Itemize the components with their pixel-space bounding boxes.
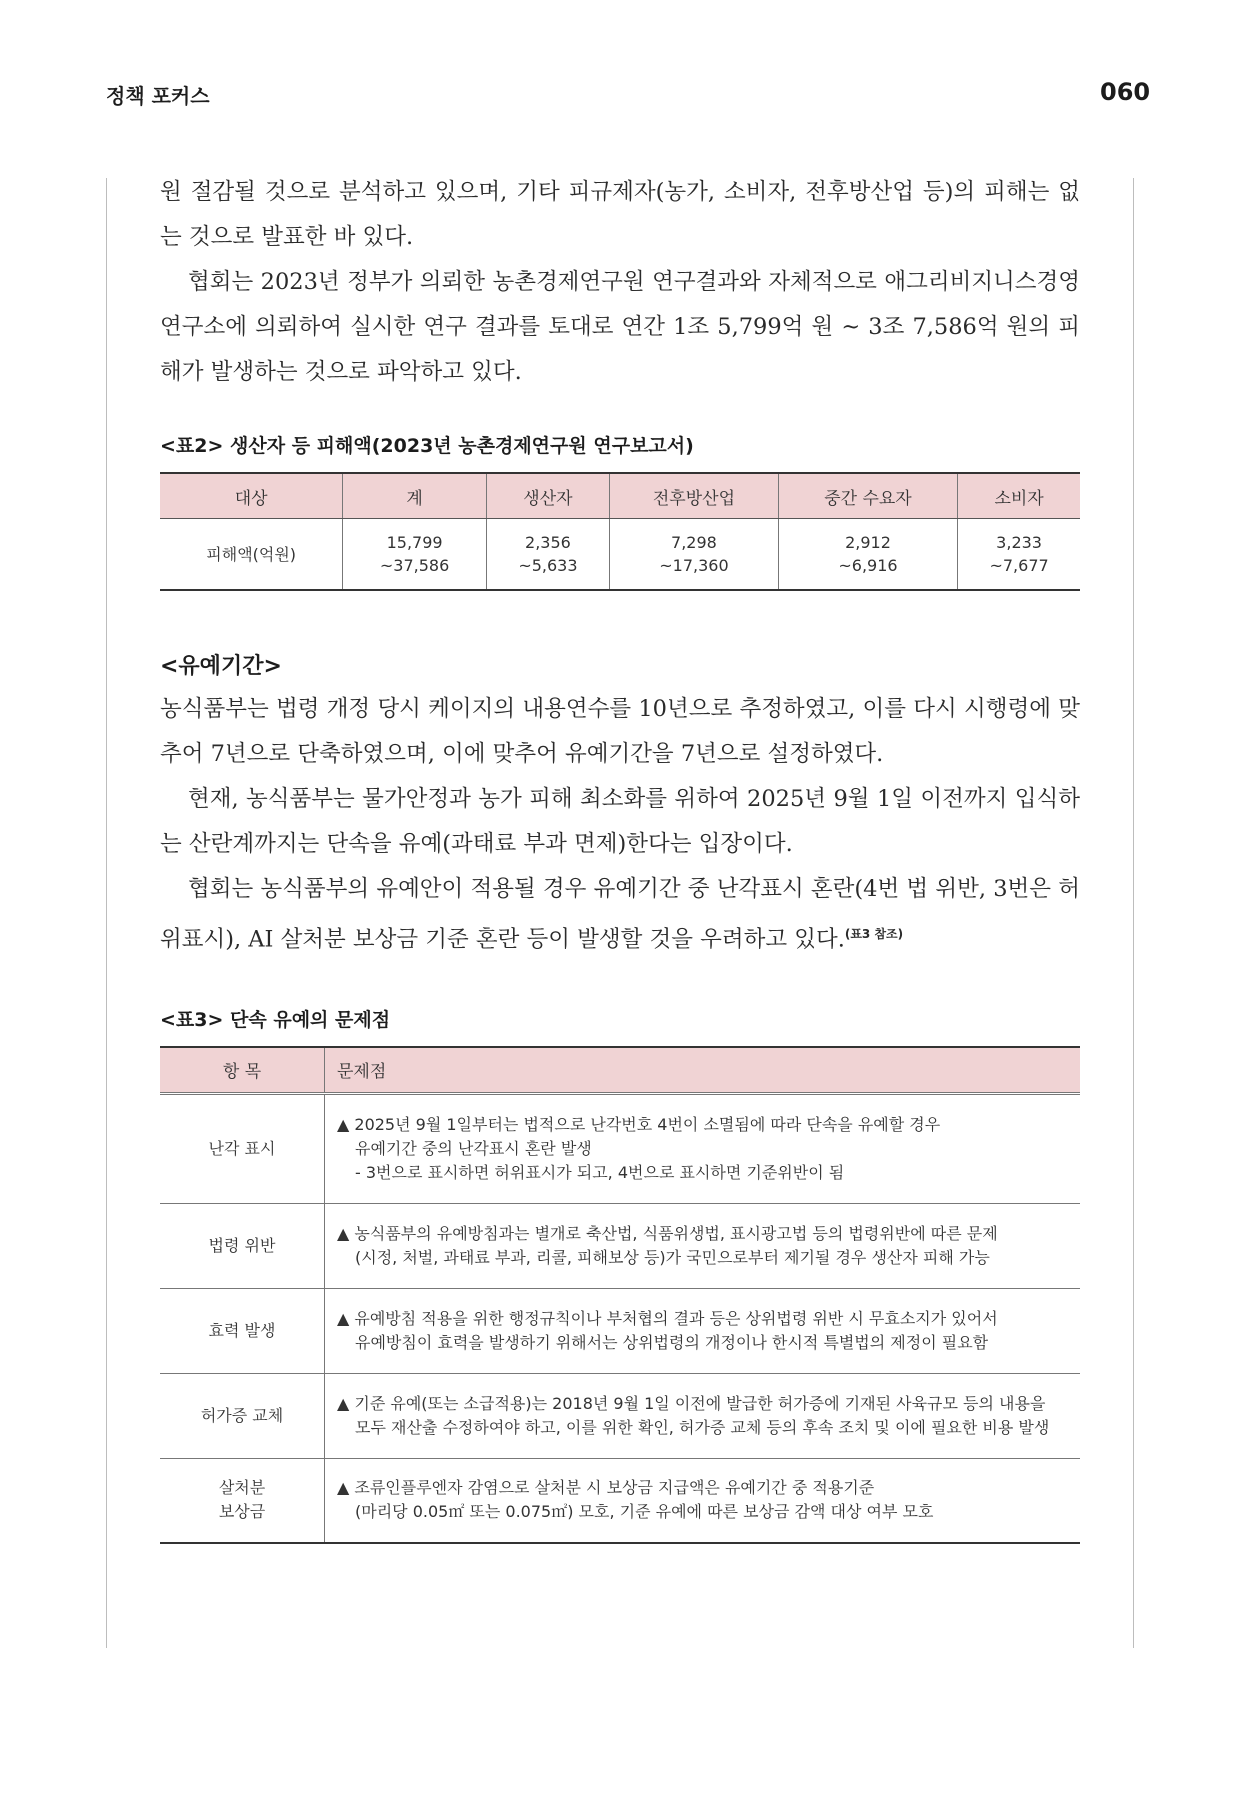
table-row xyxy=(160,519,1080,591)
paragraph: 현재, 농식품부는 물가안정과 농가 피해 최소화를 위하여 2025년 9월 1일 이전까지 입식하는 산란계까지는 단속을 유예(과태료 부과 면제)한다는 입장이다. xyxy=(160,786,1080,857)
paragraph: 협회는 농식품부의 유예안이 적용될 경우 유예기간 중 난각표시 혼란(4번 법 위반, 3번은 허위표시), AI 살처분 보상금 기준 혼란 등이 발생할 것을 우려하고 있다.$^{(표3 참조)}$ xyxy=(160,876,1080,953)
table-row xyxy=(160,1373,1080,1458)
section-label: 정책 포커스 xyxy=(106,84,210,108)
left-margin-rule xyxy=(106,178,107,1648)
table-cell: 2,912 ~6,916 xyxy=(778,519,957,591)
row-label: 피해액(억원) xyxy=(160,519,343,591)
damage-table xyxy=(160,472,1080,591)
table-header-cell: 대상 xyxy=(160,473,343,519)
table-header-cell: 생산자 xyxy=(486,473,609,519)
paragraph: 협회는 2023년 정부가 의뢰한 농촌경제연구원 연구결과와 자체적으로 애그리비지니스경영연구소에 의뢰하여 실시한 연구 결과를 토대로 연간 1조 5,799억 원 ~ 3조 7,586억 원의 피해가 발생하는 것으로 파악하고 있다. xyxy=(160,269,1080,385)
issue-cell: ▲ 조류인플루엔자 감염으로 살처분 시 보상금 지급액은 유예기간 중 적용기준 (마리당 0.05㎡ 또는 0.075㎡) 모호, 기준 유예에 따른 보상금 감액 대상 여부 모호 xyxy=(325,1458,1081,1543)
table-cell: 2,356 ~5,633 xyxy=(486,519,609,591)
issue-cell: ▲ 농식품부의 유예방침과는 별개로 축산법, 식품위생법, 표시광고법 등의 법령위반에 따른 문제 (시정, 처벌, 과태료 부과, 리콜, 피해보상 등)가 국민으로부터 제기될 경우 생산자 피해 가능 xyxy=(325,1203,1081,1288)
issue-cell: ▲ 기준 유예(또는 소급적용)는 2018년 9월 1일 이전에 발급한 허가증에 기재된 사육규모 등의 내용을 모두 재산출 수정하여야 하고, 이를 위한 확인, 허가증 교체 등의 후속 조치 및 이에 필요한 비용 발생 xyxy=(325,1373,1081,1458)
table-cell: 3,233 ~7,677 xyxy=(958,519,1080,591)
table-header-cell: 항 목 xyxy=(160,1047,325,1094)
table-header-cell: 문제점 xyxy=(325,1047,1081,1094)
table-header-cell: 중간 수요자 xyxy=(778,473,957,519)
section-heading: <유예기간> xyxy=(160,654,282,679)
table-header-cell: 소비자 xyxy=(958,473,1080,519)
table-cell: 7,298 ~17,360 xyxy=(610,519,779,591)
item-cell: 살처분 보상금 xyxy=(160,1458,325,1543)
paragraph: 원 절감될 것으로 분석하고 있으며, 기타 피규제자(농가, 소비자, 전후방산업 등)의 피해는 없는 것으로 발표한 바 있다. xyxy=(160,179,1080,250)
item-cell: 난각 표시 xyxy=(160,1093,325,1203)
table-row xyxy=(160,1203,1080,1288)
footnote-ref: (표3 참조) xyxy=(844,927,904,941)
right-margin-rule xyxy=(1133,178,1134,1648)
item-cell: 허가증 교체 xyxy=(160,1373,325,1458)
item-cell: 법령 위반 xyxy=(160,1203,325,1288)
issue-cell: ▲ 유예방침 적용을 위한 행정규칙이나 부처협의 결과 등은 상위법령 위반 시 무효소지가 있어서 유예방침이 효력을 발생하기 위해서는 상위법령의 개정이나 한시적 특별법의 제정이 필요함 xyxy=(325,1288,1081,1373)
table-row xyxy=(160,1288,1080,1373)
table2-caption: <표2> 생산자 등 피해액(2023년 농촌경제연구원 연구보고서) xyxy=(160,435,694,457)
table-row xyxy=(160,1093,1080,1203)
table-row xyxy=(160,1458,1080,1543)
table-header-cell: 계 xyxy=(343,473,486,519)
page-number: 060 xyxy=(1100,78,1151,106)
table3-caption: <표3> 단속 유예의 문제점 xyxy=(160,1008,391,1031)
table-cell: 15,799 ~37,586 xyxy=(343,519,486,591)
table-header-cell: 전후방산업 xyxy=(610,473,779,519)
issues-table xyxy=(160,1046,1080,1545)
issue-cell: ▲ 2025년 9월 1일부터는 법적으로 난각번호 4번이 소멸됨에 따라 단속을 유예할 경우 유예기간 중의 난각표시 혼란 발생 - 3번으로 표시하면 허위표시가 되고, 4번으로 표시하면 기준위반이 됨 xyxy=(325,1093,1081,1203)
page-content xyxy=(160,170,1080,1544)
paragraph: 농식품부는 법령 개정 당시 케이지의 내용연수를 10년으로 추정하였고, 이를 다시 시행령에 맞추어 7년으로 단축하였으며, 이에 맞추어 유예기간을 7년으로 설정하였다. xyxy=(160,696,1080,767)
item-cell: 효력 발생 xyxy=(160,1288,325,1373)
